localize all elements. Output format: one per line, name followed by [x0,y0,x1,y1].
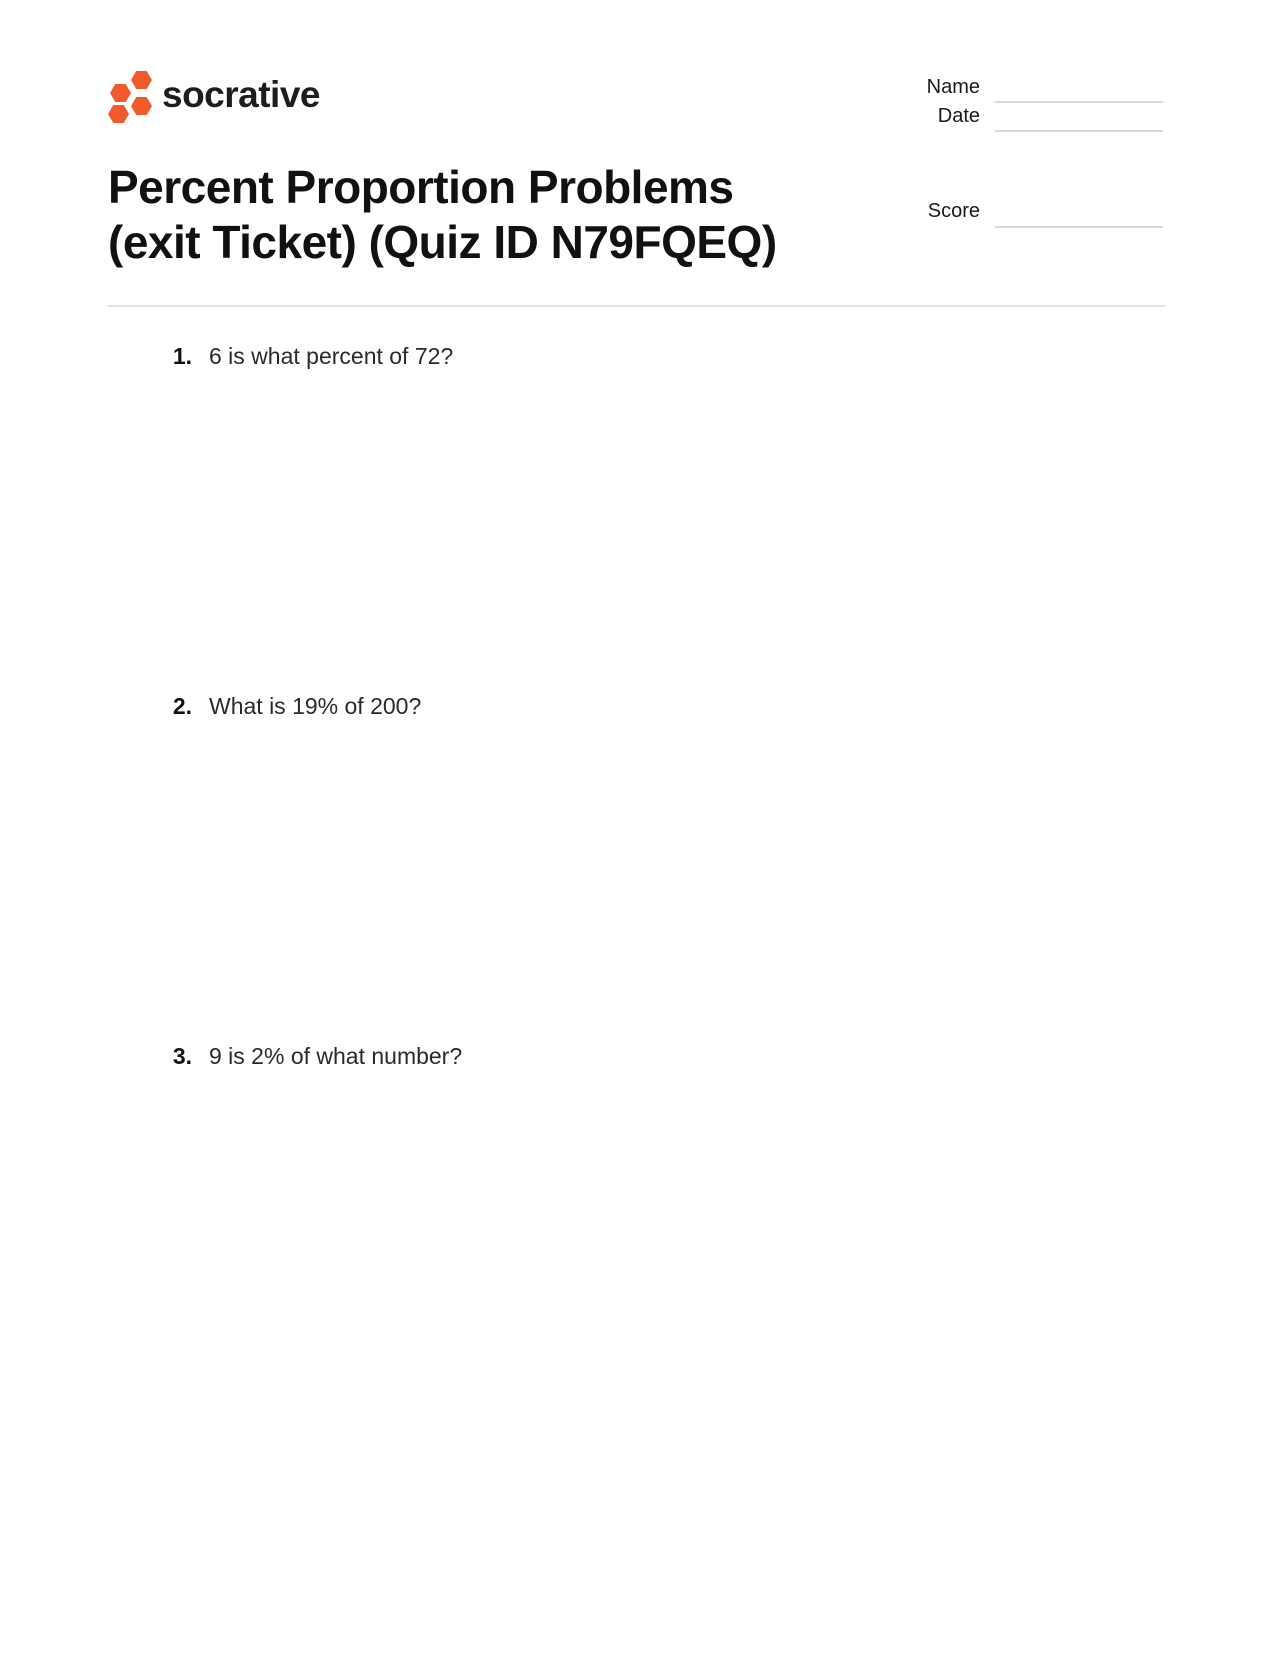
question-3 [147,1043,462,1070]
header-divider [108,305,1166,307]
hexagon-icon [131,97,152,115]
question-text: What is 19% of 200? [209,693,422,719]
score-label: Score [927,200,980,222]
hexagon-icon [131,71,152,89]
quiz-title-line-1: Percent Proportion Problems [108,161,734,213]
score-write-line [995,226,1163,228]
question-text: 9 is 2% of what number? [209,1043,463,1069]
name-label: Name [926,76,980,98]
question-text: 6 is what percent of 72? [209,343,454,369]
question-number: 2. [172,693,192,719]
date-label: Date [937,105,980,127]
name-write-line [995,101,1163,103]
quiz-title [108,160,888,270]
hexagon-icon [108,105,129,123]
quiz-title-line-2: (exit Ticket) (Quiz ID N79FQEQ) [108,216,777,268]
brand-wordmark: socrative [162,74,320,115]
question-2 [147,693,421,720]
question-1 [147,343,453,370]
question-number: 3. [172,1043,192,1069]
date-write-line [995,130,1163,132]
socrative-logo-icon [100,66,158,130]
hexagon-icon [110,84,131,102]
question-number: 1. [172,343,192,369]
